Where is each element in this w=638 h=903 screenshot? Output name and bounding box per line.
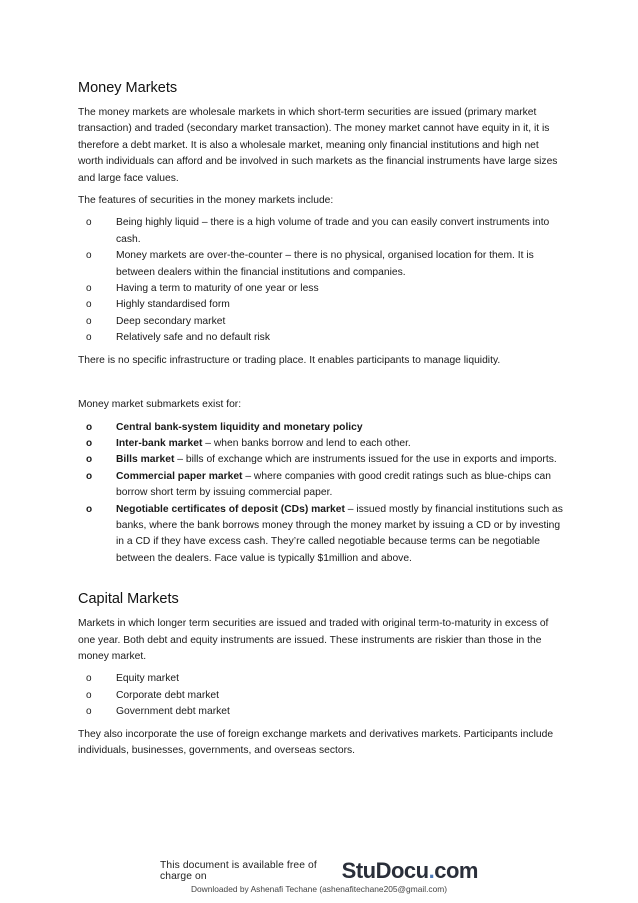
list-item [78,469,564,502]
submarket-desc: – issued mostly by financial institutions such as banks, where the bank borrows money through the money market by issuing a CD or by investing in a CD if they have excess cash. They’re called negotiable because terms can be negotiable between the dealers. Face value is typically $1million and above. [116,503,563,564]
list-item-text: Relatively safe and no default risk [116,332,270,344]
submarket-term: Inter-bank market [116,437,203,449]
list-item [78,704,564,720]
logo-com: com [434,858,478,883]
bullet-marker: o [86,421,93,433]
list-item [78,281,564,297]
bullet-marker: o [86,470,93,482]
logo-dot: . [428,858,435,883]
studocu-banner[interactable] [160,856,478,886]
document-content [78,80,564,765]
bullet-marker: o [86,673,92,685]
bullet-marker: o [86,299,92,311]
bullet-marker: o [86,503,93,515]
capital-markets-list [78,671,564,720]
logo-u: u [415,858,429,883]
no-infrastructure-paragraph: There is no specific infrastructure or trading place. It enables participants to manage liquidity. [78,354,501,366]
capital-markets-paragraph-2: They also incorporate the use of foreign exchange markets and derivatives markets. Participants include individuals, businesses, governments, and overseas sectors. [78,728,554,756]
features-list [78,215,564,346]
list-item-text: Money markets are over-the-counter – there is no physical, organised location for them. It is between dealers within the financial institutions and companies. [116,250,534,278]
list-item-text: Being highly liquid – there is a high volume of trade and you can easily convert instruments into cash. [116,217,550,245]
list-item [78,215,564,248]
list-item [78,420,564,436]
spacer [78,375,564,397]
capital-markets-heading: Capital Markets [78,591,179,608]
list-item [78,248,564,281]
bullet-marker: o [86,454,93,466]
bullet-marker: o [86,217,92,229]
list-item [78,314,564,330]
bullet-marker: o [86,437,93,449]
logo-main: StuDoc [341,858,416,883]
list-item [78,436,564,452]
banner-text: This document is available free of charge on [160,860,317,882]
list-item [78,688,564,704]
submarket-term: Commercial paper market [116,470,243,482]
list-item [78,330,564,346]
list-item [78,297,564,313]
download-notice: Downloaded by Ashenafi Techane (ashenafitechane205@gmail.com) [190,884,448,894]
list-item-text: Having a term to maturity of one year or less [116,283,319,295]
submarkets-intro: Money market submarkets exist for: [78,399,242,411]
list-item [78,452,564,468]
list-item-text: Equity market [116,673,179,685]
capital-markets-paragraph: Markets in which longer term securities are issued and traded with original term-to-maturity in excess of one year. Both debt and equity instruments are issued. These instruments are riskier than those in the money market. [78,618,549,662]
spacer [78,573,564,591]
bullet-marker: o [86,250,92,262]
submarket-term: Central bank-system liquidity and monetary policy [116,421,363,433]
money-markets-paragraph: The money markets are wholesale markets in which short-term securities are issued (primary market transaction) and traded (secondary market transaction). The money market cannot have equity in it, it is therefore a debt market. It is also a wholesale market, meaning only financial institutions and high net worth individuals can afford and be involved in such markets as the financial instruments have large sizes and large face values. [78,107,558,184]
bullet-marker: o [86,332,92,344]
bullet-marker: o [86,283,92,295]
bullet-marker: o [86,315,92,327]
list-item-text: Government debt market [116,706,230,718]
list-item [78,671,564,687]
submarket-desc: – where companies with good credit ratings such as blue-chips can borrow short term by issuing commercial paper. [116,470,551,499]
submarket-term: Bills market [116,454,175,466]
money-markets-heading: Money Markets [78,80,178,96]
submarket-desc: – bills of exchange which are instruments issued for the use in exports and imports. [174,454,557,466]
submarket-term: Negotiable certificates of deposit (CDs) market [116,503,345,515]
list-item-text: Highly standardised form [116,299,230,311]
list-item-text: Deep secondary market [116,315,226,327]
bullet-marker: o [86,706,92,718]
list-item [78,502,564,568]
studocu-logo[interactable] [342,858,478,884]
features-intro: The features of securities in the money markets include: [78,195,334,207]
submarkets-list [78,420,564,568]
bullet-marker: o [86,689,92,701]
list-item-text: Corporate debt market [116,689,220,701]
submarket-desc: – when banks borrow and lend to each other. [202,437,411,449]
